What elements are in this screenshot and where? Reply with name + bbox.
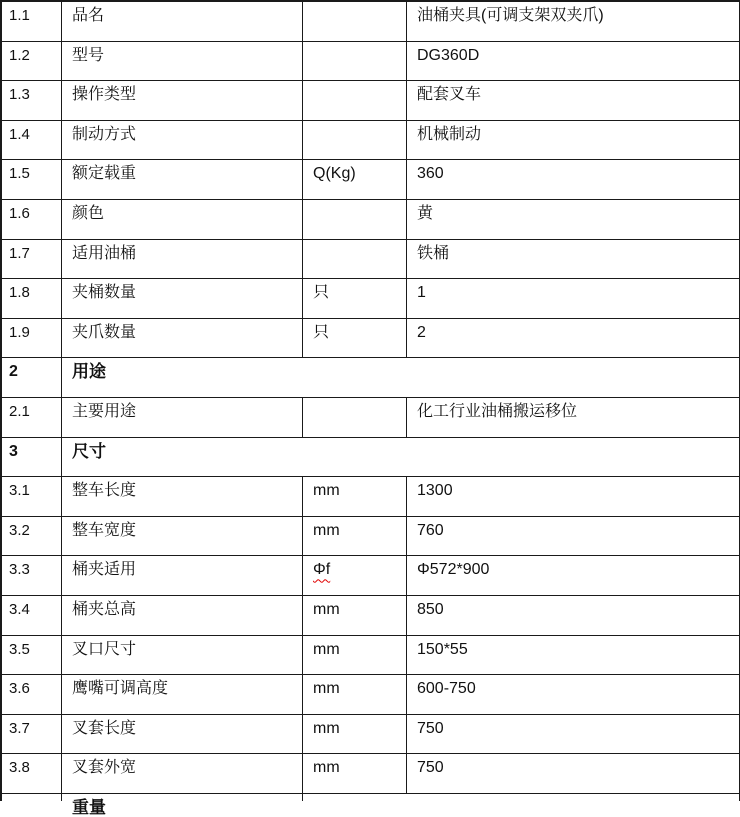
table-row: [2, 517, 739, 557]
item-value: 1300: [417, 482, 453, 500]
item-name: 叉套外宽: [62, 754, 303, 793]
item-value: 760: [417, 521, 444, 539]
row-number: 3.2: [2, 517, 62, 556]
item-unit: [303, 42, 407, 81]
item-name: 主要用途: [62, 398, 303, 437]
table-row: [2, 160, 739, 200]
item-value: 机械制动: [417, 125, 482, 143]
item-name: 夹爪数量: [62, 319, 303, 358]
item-value: 360: [417, 165, 444, 183]
item-value: 850: [417, 600, 444, 618]
section-title: 尺寸: [72, 441, 106, 461]
item-unit: mm: [303, 754, 407, 793]
row-number: 3.7: [2, 715, 62, 754]
row-number: 1.1: [2, 2, 62, 41]
row-number: 2: [2, 358, 62, 397]
item-name: 重量: [62, 794, 303, 801]
item-name: 额定载重: [62, 160, 303, 199]
item-unit: [303, 200, 407, 239]
item-value: 600-750: [417, 680, 476, 698]
table-row: [2, 636, 739, 676]
item-unit: mm: [303, 636, 407, 675]
item-rest: [303, 794, 739, 801]
table-row: [2, 81, 739, 121]
table-row: [2, 794, 739, 817]
row-number: 3.6: [2, 675, 62, 714]
item-name: 整车宽度: [62, 517, 303, 556]
item-unit: mm: [303, 596, 407, 635]
item-unit: Q(Kg): [303, 160, 407, 199]
item-name: 操作类型: [62, 81, 303, 120]
item-name: 整车长度: [62, 477, 303, 516]
item-name: 桶夹总高: [62, 596, 303, 635]
row-number: 1.7: [2, 240, 62, 279]
item-unit: 只: [303, 279, 407, 318]
row-number: [2, 794, 62, 801]
table-row: [2, 2, 739, 42]
row-number: 1.6: [2, 200, 62, 239]
item-value: 750: [417, 759, 444, 777]
row-number: 3.5: [2, 636, 62, 675]
item-unit: mm: [303, 715, 407, 754]
item-name: 桶夹适用: [62, 556, 303, 595]
spellcheck-flagged-text: Φf: [313, 561, 331, 579]
item-unit: mm: [303, 477, 407, 516]
table-row: [2, 121, 739, 161]
table-row: [2, 754, 739, 794]
item-value: 黄: [417, 204, 434, 222]
row-number: 3: [2, 438, 62, 477]
item-unit: [303, 556, 407, 595]
row-number: 1.3: [2, 81, 62, 120]
row-number: 3.3: [2, 556, 62, 595]
row-number: 1.9: [2, 319, 62, 358]
item-name: 型号: [62, 42, 303, 81]
item-unit: [303, 240, 407, 279]
item-name: 鹰嘴可调高度: [62, 675, 303, 714]
item-unit: [303, 121, 407, 160]
row-number: 1.8: [2, 279, 62, 318]
item-value: 750: [417, 719, 444, 737]
item-unit: mm: [303, 675, 407, 714]
item-name: 叉套长度: [62, 715, 303, 754]
item-name: 制动方式: [62, 121, 303, 160]
item-unit: mm: [303, 517, 407, 556]
item-unit: [303, 2, 407, 41]
table-row: [2, 477, 739, 517]
item-unit: [303, 81, 407, 120]
table-row: [2, 596, 739, 636]
row-number: 3.1: [2, 477, 62, 516]
table-row: [2, 200, 739, 240]
item-value: 1: [417, 284, 426, 302]
table-row: [2, 675, 739, 715]
item-value: 化工行业油桶搬运移位: [417, 402, 578, 420]
item-unit: [303, 398, 407, 437]
table-row: [2, 398, 739, 438]
item-name: 颜色: [62, 200, 303, 239]
item-name: 叉口尺寸: [62, 636, 303, 675]
row-number: 1.5: [2, 160, 62, 199]
item-value: 2: [417, 323, 426, 341]
section-title: 用途: [72, 362, 106, 382]
row-number: 1.4: [2, 121, 62, 160]
item-name: 适用油桶: [62, 240, 303, 279]
row-number: 1.2: [2, 42, 62, 81]
item-value: 配套叉车: [417, 86, 482, 104]
item-value: 150*55: [417, 640, 468, 658]
item-value: Φ572*900: [417, 561, 490, 579]
row-number: 3.8: [2, 754, 62, 793]
table-row: [2, 319, 739, 359]
item-unit: 只: [303, 319, 407, 358]
table-row: [2, 240, 739, 280]
section-row: [2, 438, 739, 478]
row-number: 2.1: [2, 398, 62, 437]
table-row: [2, 715, 739, 755]
table-row: [2, 279, 739, 319]
table-row: [2, 556, 739, 596]
item-value: 油桶夹具(可调支架双夹爪): [417, 7, 604, 24]
item-name: 品名: [62, 2, 303, 41]
item-value: DG360D: [417, 46, 480, 64]
row-number: 3.4: [2, 596, 62, 635]
table-row: [2, 42, 739, 82]
item-value: 铁桶: [417, 244, 450, 262]
section-row: [2, 358, 739, 398]
item-name: 夹桶数量: [62, 279, 303, 318]
